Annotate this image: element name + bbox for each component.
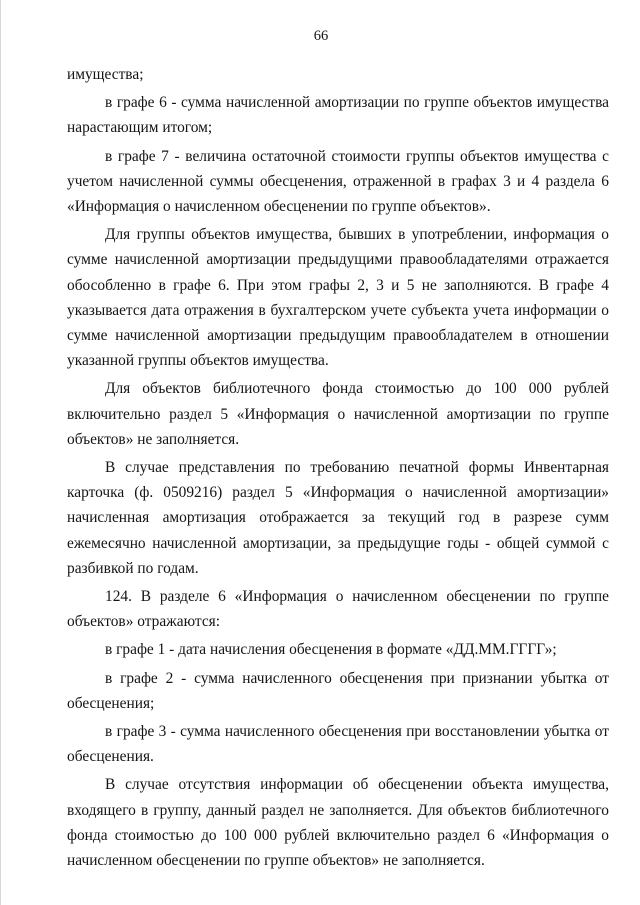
paragraph-10: в графе 3 - сумма начисленного обесценения при восстановлении убытка от обесценения.: [67, 723, 609, 766]
paragraph-2: в графе 6 - сумма начисленной амортизации по группе объектов имущества нарастающим итогом;: [67, 94, 609, 137]
paragraph-11: В случае отсутствия информации об обесценении объекта имущества, входящего в группу, данный раздел не заполняется. Для объектов библиотечного фонда стоимостью до 100 000 рублей включительно раздел 6 «Информация о начисленном обесценении по группе объектов» не заполняется.: [67, 776, 609, 870]
paragraph-7: 124. В разделе 6 «Информация о начисленном обесценении по группе объектов» отражаются:: [67, 588, 609, 631]
paragraph-9: в графе 2 - сумма начисленного обесценения при признании убытка от обесценения;: [67, 669, 609, 712]
paragraph-5: Для объектов библиотечного фонда стоимостью до 100 000 рублей включительно раздел 5 «Информация о начисленной амортизации по группе объектов» не заполняется.: [67, 380, 609, 448]
paragraph-3: в графе 7 - величина остаточной стоимости группы объектов имущества с учетом начисленной суммы обесценения, отраженной в графах 3 и 4 раздела 6 «Информация о начисленном обесценении по группе объектов».: [67, 147, 609, 216]
paragraph-8: в графе 1 - дата начисления обесценения в формате «ДД.ММ.ГГГГ»;: [105, 641, 557, 659]
paragraph-6: В случае представления по требованию печатной формы Инвентарная карточка (ф. 0509216) раздел 5 «Информация о начисленной амортизации» начисленная амортизация отображается за текущий год в разрезе сумм ежемесячно начисленной амортизации, за предыдущие годы - общей суммой с разбивкой по годам.: [67, 459, 609, 577]
paragraph-1: имущества;: [67, 66, 144, 83]
document-body: [67, 62, 609, 876]
paragraph-4: Для группы объектов имущества, бывших в употреблении, информация о сумме начисленной амортизации предыдущими правообладателями отражается обособленно в графе 6. При этом графы 2, 3 и 5 не заполняются. В графе 4 указывается дата отражения в бухгалтерском учете субъекта учета информации о сумме начисленной амортизации предыдущим правообладателем в отношении указанной группы объектов имущества.: [67, 226, 609, 370]
page-number: 66: [313, 28, 329, 44]
